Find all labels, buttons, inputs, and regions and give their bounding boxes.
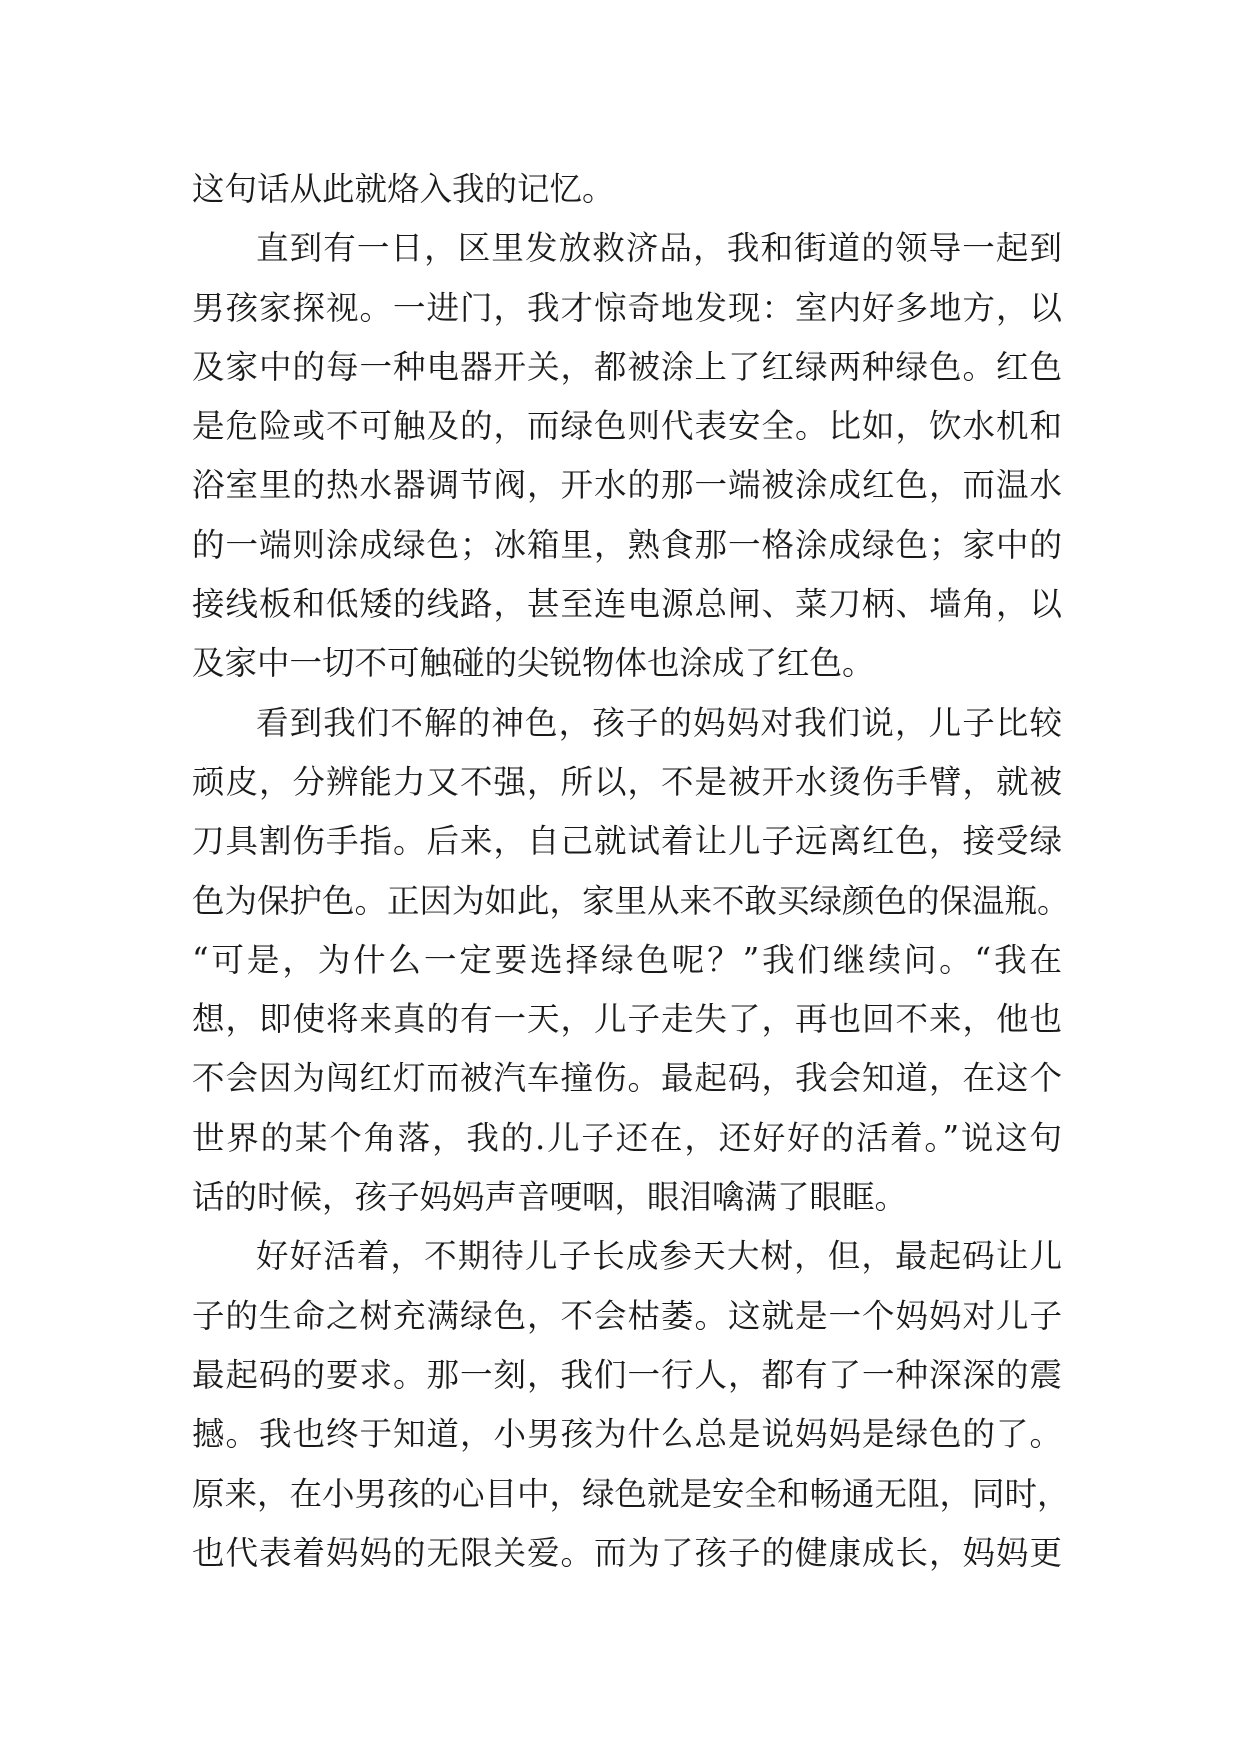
text-line: 浴室里的热水器调节阀，开水的那一端被涂成红色，而温水	[192, 466, 1062, 505]
text-line: 子的生命之树充满绿色，不会枯萎。这就是一个妈妈对儿子	[192, 1296, 1062, 1335]
text-line: 及家中一切不可触碰的尖锐物体也涂成了红色。	[192, 644, 875, 683]
text-line: 男孩家探视。一进门，我才惊奇地发现：室内好多地方，以	[192, 288, 1062, 327]
text-line: 的一端则涂成绿色；冰箱里，熟食那一格涂成绿色；家中的	[192, 525, 1062, 564]
text-line: 也代表着妈妈的无限关爱。而为了孩子的健康成长，妈妈更	[192, 1533, 1062, 1572]
text-line: 刀具割伤手指。后来，自己就试着让儿子远离红色，接受绿	[192, 822, 1062, 861]
text-line: 原来，在小男孩的心目中，绿色就是安全和畅通无阻，同时，	[192, 1474, 1070, 1513]
text-line: 这句话从此就烙入我的记忆。	[192, 170, 615, 208]
text-line: 色为保护色。正因为如此，家里从来不敢买绿颜色的保温瓶。	[192, 881, 1070, 920]
text-line: 是危险或不可触及的，而绿色则代表安全。比如，饮水机和	[192, 407, 1062, 446]
text-line: 撼。我也终于知道，小男孩为什么总是说妈妈是绿色的了。	[192, 1415, 1062, 1454]
text-line: 世界的某个角落，我的.儿子还在，还好好的活着。”说这句	[192, 1118, 1062, 1157]
text-line: 看到我们不解的神色，孩子的妈妈对我们说，儿子比较	[256, 703, 1062, 742]
text-line: “可是，为什么一定要选择绿色呢？”我们继续问。“我在	[192, 940, 1062, 979]
text-line: 好好活着，不期待儿子长成参天大树，但，最起码让儿	[256, 1237, 1062, 1276]
text-line: 最起码的要求。那一刻，我们一行人，都有了一种深深的震	[192, 1355, 1062, 1394]
article-body	[192, 160, 1070, 1583]
text-line: 及家中的每一种电器开关，都被涂上了红绿两种绿色。红色	[192, 347, 1062, 386]
text-line: 顽皮，分辨能力又不强，所以，不是被开水烫伤手臂，就被	[192, 762, 1062, 801]
text-line: 不会因为闯红灯而被汽车撞伤。最起码，我会知道，在这个	[192, 1059, 1062, 1098]
text-line: 直到有一日，区里发放救济品，我和街道的领导一起到	[256, 229, 1062, 268]
text-line: 想，即使将来真的有一天，儿子走失了，再也回不来，他也	[192, 1000, 1062, 1039]
text-line: 接线板和低矮的线路，甚至连电源总闸、菜刀柄、墙角，以	[192, 585, 1062, 624]
text-line: 话的时候，孩子妈妈声音哽咽，眼泪噙满了眼眶。	[192, 1178, 908, 1217]
